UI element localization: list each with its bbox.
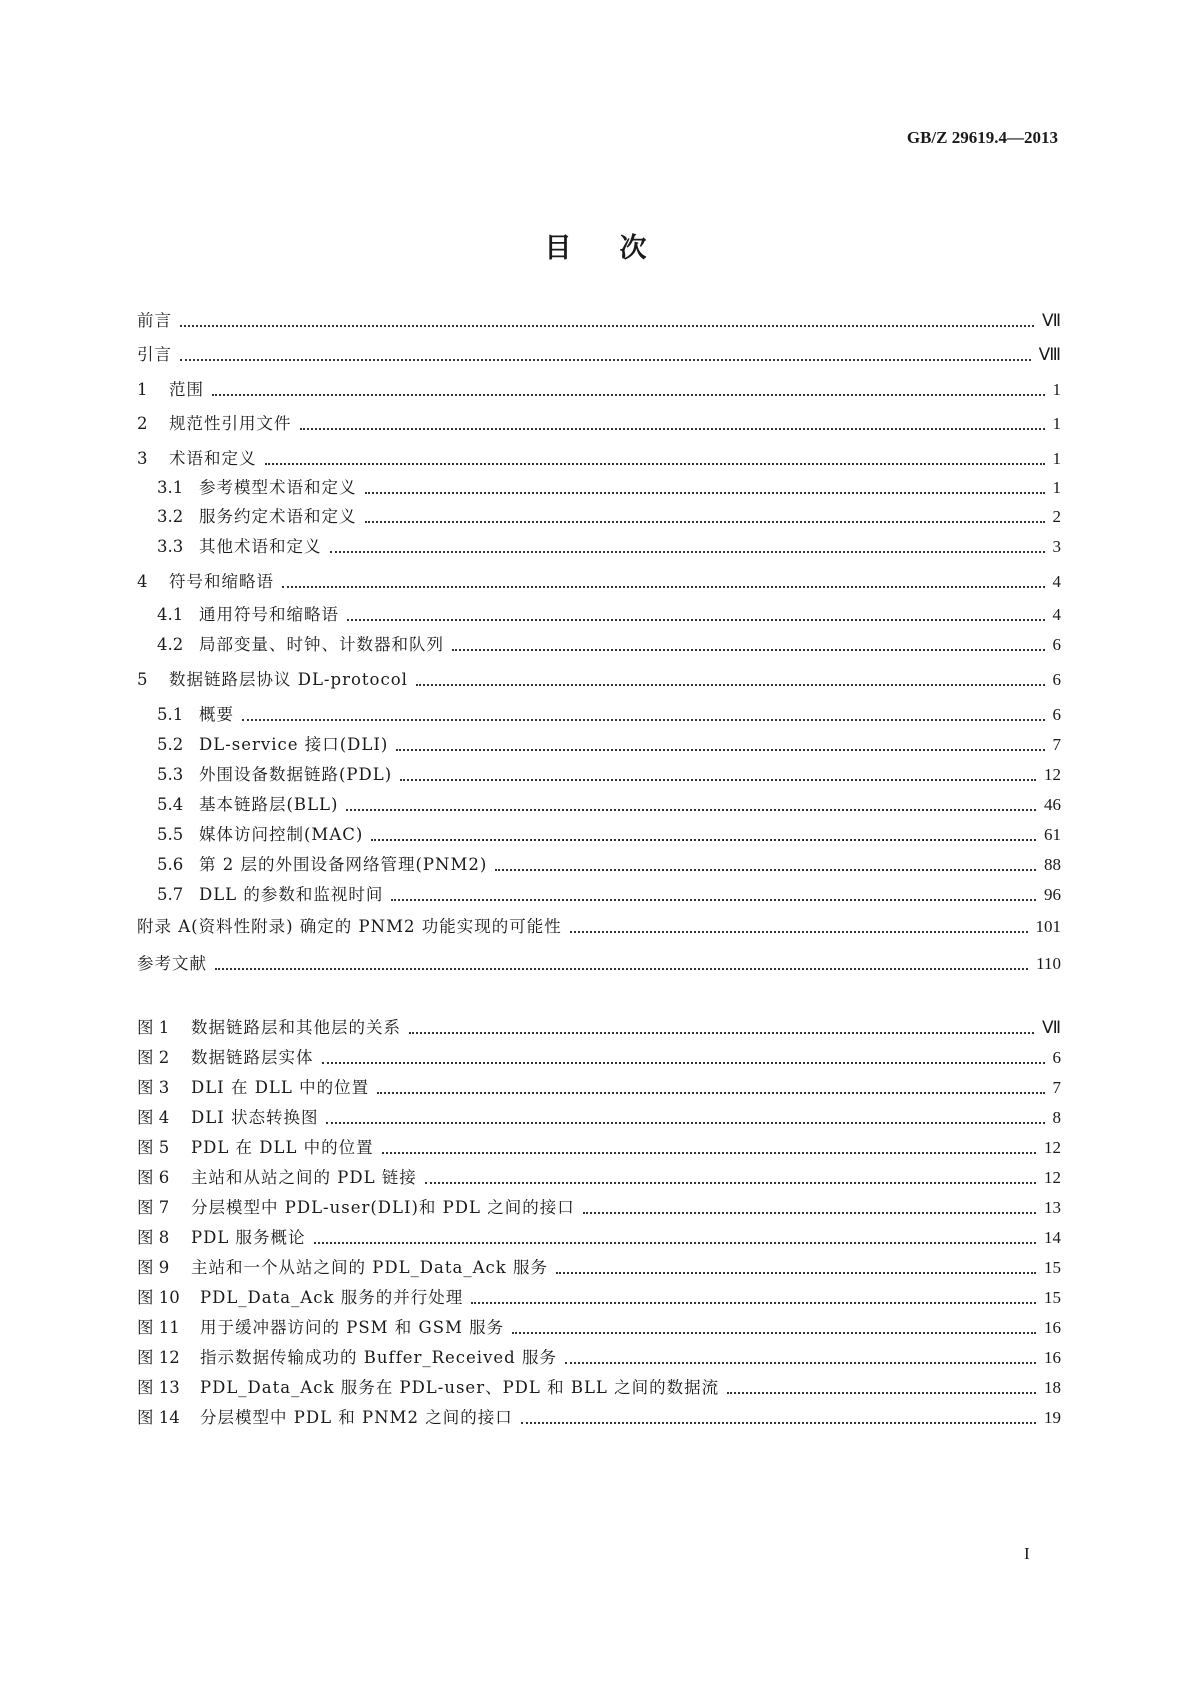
figure-number: 图 10 [137, 1288, 180, 1307]
toc-entry[interactable] [137, 952, 1061, 976]
figure-number: 图 7 [137, 1198, 170, 1217]
figure-label: 数据链路层和其他层的关系 [191, 1018, 401, 1037]
leader-dots [416, 683, 1045, 686]
figure-page: Ⅶ [1041, 1018, 1061, 1037]
leader-dots [521, 1421, 1036, 1424]
leader-dots [409, 1031, 1034, 1034]
leader-dots [365, 520, 1045, 523]
figure-number: 图 1 [137, 1018, 170, 1037]
figure-label: 用于缓冲器访问的 PSM 和 GSM 服务 [200, 1318, 505, 1337]
leader-dots [471, 1301, 1036, 1304]
leader-dots [265, 462, 1045, 465]
figure-entry[interactable] [137, 1046, 1061, 1070]
figure-entry[interactable] [137, 1406, 1061, 1430]
toc-label: 局部变量、时钟、计数器和队列 [199, 635, 444, 654]
toc-entry[interactable] [137, 668, 1061, 692]
leader-dots [382, 1151, 1036, 1154]
figure-page: 19 [1044, 1408, 1061, 1427]
leader-dots [347, 618, 1045, 621]
figure-entry[interactable] [137, 1286, 1061, 1310]
figure-number: 图 2 [137, 1048, 170, 1067]
leader-dots [314, 1241, 1036, 1244]
toc-page: 1 [1052, 449, 1061, 468]
toc-number: 5.1 [157, 705, 184, 724]
toc-entry[interactable] [157, 703, 1061, 727]
figure-page: 7 [1052, 1078, 1061, 1097]
toc-page: 1 [1052, 414, 1061, 433]
toc-page: 1 [1052, 478, 1061, 497]
leader-dots [282, 585, 1045, 588]
toc-page: Ⅷ [1038, 345, 1061, 364]
toc-number: 3.2 [157, 507, 184, 526]
figure-label: 主站和从站之间的 PDL 链接 [191, 1168, 417, 1187]
leader-dots [326, 1121, 1044, 1124]
leader-dots [365, 491, 1045, 494]
toc-number: 5.6 [157, 855, 184, 874]
toc-page: 6 [1052, 635, 1061, 654]
toc-number: 3.3 [157, 537, 184, 556]
toc-number: 4.2 [157, 635, 184, 654]
leader-dots [330, 550, 1045, 553]
figure-page: 6 [1052, 1048, 1061, 1067]
toc-entry[interactable] [157, 793, 1061, 817]
toc-page: 6 [1052, 705, 1061, 724]
figure-label: PDL_Data_Ack 服务在 PDL-user、PDL 和 BLL 之间的数据流 [200, 1378, 720, 1397]
figure-page: 14 [1044, 1228, 1061, 1247]
toc-number: 3 [137, 449, 148, 468]
toc-entry[interactable] [137, 915, 1061, 939]
toc-label: 术语和定义 [169, 449, 257, 468]
toc-entry[interactable] [137, 309, 1061, 333]
figure-page: 15 [1044, 1258, 1061, 1277]
figure-number: 图 9 [137, 1258, 170, 1277]
toc-number: 5.5 [157, 825, 184, 844]
toc-entry[interactable] [157, 853, 1061, 877]
toc-label: 范围 [169, 380, 204, 399]
figure-number: 图 12 [137, 1348, 180, 1367]
page-title: 目次 [544, 233, 695, 264]
toc-label: 参考模型术语和定义 [199, 478, 357, 497]
figure-number: 图 8 [137, 1228, 170, 1247]
toc-number: 5.3 [157, 765, 184, 784]
toc-label: 附录 A(资料性附录) 确定的 PNM2 功能实现的可能性 [137, 917, 562, 936]
leader-dots [396, 748, 1044, 751]
toc-label: 基本链路层(BLL) [199, 795, 339, 814]
figure-label: PDL 服务概论 [191, 1228, 306, 1247]
leader-dots [570, 930, 1028, 933]
figure-entry[interactable] [137, 1076, 1061, 1100]
leader-dots [377, 1091, 1044, 1094]
toc-entry[interactable] [157, 603, 1061, 627]
leader-dots [300, 427, 1045, 430]
toc-label: DL-service 接口(DLI) [199, 735, 389, 754]
toc-entry[interactable] [157, 535, 1061, 559]
figure-page: 16 [1044, 1348, 1061, 1367]
toc-number: 1 [137, 380, 148, 399]
toc-page: 6 [1052, 670, 1061, 689]
leader-dots [495, 868, 1036, 871]
toc-label: 服务约定术语和定义 [199, 507, 357, 526]
figure-entry[interactable] [137, 1166, 1061, 1190]
toc-label: DLL 的参数和监视时间 [199, 885, 384, 904]
toc-page: 88 [1044, 855, 1061, 874]
toc-label: 通用符号和缩略语 [199, 605, 339, 624]
toc-entry[interactable] [157, 733, 1061, 757]
toc-page: 46 [1044, 795, 1061, 814]
toc-page: 4 [1052, 572, 1061, 591]
toc-label: 其他术语和定义 [199, 537, 322, 556]
toc-label: 概要 [199, 705, 234, 724]
figure-page: 13 [1044, 1198, 1061, 1217]
figure-label: DLI 在 DLL 中的位置 [191, 1078, 370, 1097]
toc-page: 3 [1052, 537, 1061, 556]
toc-label: 符号和缩略语 [169, 572, 274, 591]
figure-number: 图 4 [137, 1108, 170, 1127]
leader-dots [565, 1361, 1036, 1364]
toc-page: 12 [1044, 765, 1061, 784]
toc-label: 前言 [137, 311, 172, 330]
figure-entry[interactable] [137, 1226, 1061, 1250]
leader-dots [212, 393, 1045, 396]
toc-entry[interactable] [157, 883, 1061, 907]
toc-entry[interactable] [137, 570, 1061, 594]
figure-label: 主站和一个从站之间的 PDL_Data_Ack 服务 [191, 1258, 548, 1277]
figure-entry[interactable] [137, 1346, 1061, 1370]
figure-entry[interactable] [137, 1256, 1061, 1280]
figure-entry[interactable] [137, 1196, 1061, 1220]
figure-label: 分层模型中 PDL-user(DLI)和 PDL 之间的接口 [191, 1198, 575, 1217]
figure-page: 15 [1044, 1288, 1061, 1307]
standard-number: GB/Z 29619.4—2013 [906, 128, 1058, 147]
leader-dots [346, 808, 1036, 811]
figure-label: DLI 状态转换图 [191, 1108, 319, 1127]
toc-page: 110 [1036, 954, 1061, 973]
toc-label: 引言 [137, 345, 172, 364]
leader-dots [322, 1061, 1045, 1064]
figure-entry[interactable] [137, 1016, 1061, 1040]
leader-dots [425, 1181, 1036, 1184]
toc-page: 61 [1044, 825, 1061, 844]
toc-entry[interactable] [137, 343, 1061, 367]
figure-label: PDL_Data_Ack 服务的并行处理 [200, 1288, 464, 1307]
leader-dots [727, 1391, 1036, 1394]
toc-number: 5 [137, 670, 148, 689]
toc-entry[interactable] [157, 763, 1061, 787]
leader-dots [242, 718, 1045, 721]
toc-number: 2 [137, 414, 148, 433]
leader-dots [391, 898, 1036, 901]
toc-entry[interactable] [157, 823, 1061, 847]
toc-label: 参考文献 [137, 954, 207, 973]
leader-dots [512, 1331, 1036, 1334]
figure-number: 图 6 [137, 1168, 170, 1187]
toc-number: 4.1 [157, 605, 184, 624]
toc-page: 1 [1052, 380, 1061, 399]
toc-label: 第 2 层的外围设备网络管理(PNM2) [199, 855, 488, 874]
leader-dots [180, 324, 1034, 327]
toc-page: 2 [1052, 507, 1061, 526]
figure-page: 8 [1052, 1108, 1061, 1127]
toc-entry[interactable] [137, 447, 1061, 471]
figure-number: 图 13 [137, 1378, 180, 1397]
figure-number: 图 3 [137, 1078, 170, 1097]
toc-page: 4 [1052, 605, 1061, 624]
figure-number: 图 14 [137, 1408, 180, 1427]
figure-label: PDL 在 DLL 中的位置 [191, 1138, 374, 1157]
toc-entry[interactable] [157, 476, 1061, 500]
figure-page: 12 [1044, 1138, 1061, 1157]
toc-entry[interactable] [157, 505, 1061, 529]
toc-number: 4 [137, 572, 148, 591]
leader-dots [215, 967, 1028, 970]
leader-dots [371, 838, 1036, 841]
figure-entry[interactable] [137, 1136, 1061, 1160]
leader-dots [583, 1211, 1036, 1214]
leader-dots [180, 358, 1031, 361]
toc-page: Ⅶ [1041, 311, 1061, 330]
leader-dots [452, 648, 1045, 651]
figure-page: 12 [1044, 1168, 1061, 1187]
toc-label: 数据链路层协议 DL-protocol [169, 670, 408, 689]
toc-number: 5.2 [157, 735, 184, 754]
toc-entry[interactable] [137, 378, 1061, 402]
toc-entry[interactable] [157, 633, 1061, 657]
toc-number: 3.1 [157, 478, 184, 497]
figure-label: 分层模型中 PDL 和 PNM2 之间的接口 [200, 1408, 513, 1427]
toc-number: 5.4 [157, 795, 184, 814]
toc-page: 7 [1052, 735, 1061, 754]
figure-page: 18 [1044, 1378, 1061, 1397]
toc-label: 规范性引用文件 [169, 414, 292, 433]
figure-number: 图 11 [137, 1318, 180, 1337]
figure-entry[interactable] [137, 1106, 1061, 1130]
figure-label: 数据链路层实体 [191, 1048, 314, 1067]
toc-page: 101 [1035, 917, 1061, 936]
toc-label: 外围设备数据链路(PDL) [199, 765, 393, 784]
toc-number: 5.7 [157, 885, 184, 904]
figure-number: 图 5 [137, 1138, 170, 1157]
page-number: I [1024, 1544, 1030, 1563]
figure-entry[interactable] [137, 1376, 1061, 1400]
figure-entry[interactable] [137, 1316, 1061, 1340]
toc-page: 96 [1044, 885, 1061, 904]
leader-dots [556, 1271, 1036, 1274]
toc-entry[interactable] [137, 412, 1061, 436]
leader-dots [400, 778, 1036, 781]
figure-label: 指示数据传输成功的 Buffer_Received 服务 [200, 1348, 557, 1367]
toc-label: 媒体访问控制(MAC) [199, 825, 364, 844]
figure-page: 16 [1044, 1318, 1061, 1337]
